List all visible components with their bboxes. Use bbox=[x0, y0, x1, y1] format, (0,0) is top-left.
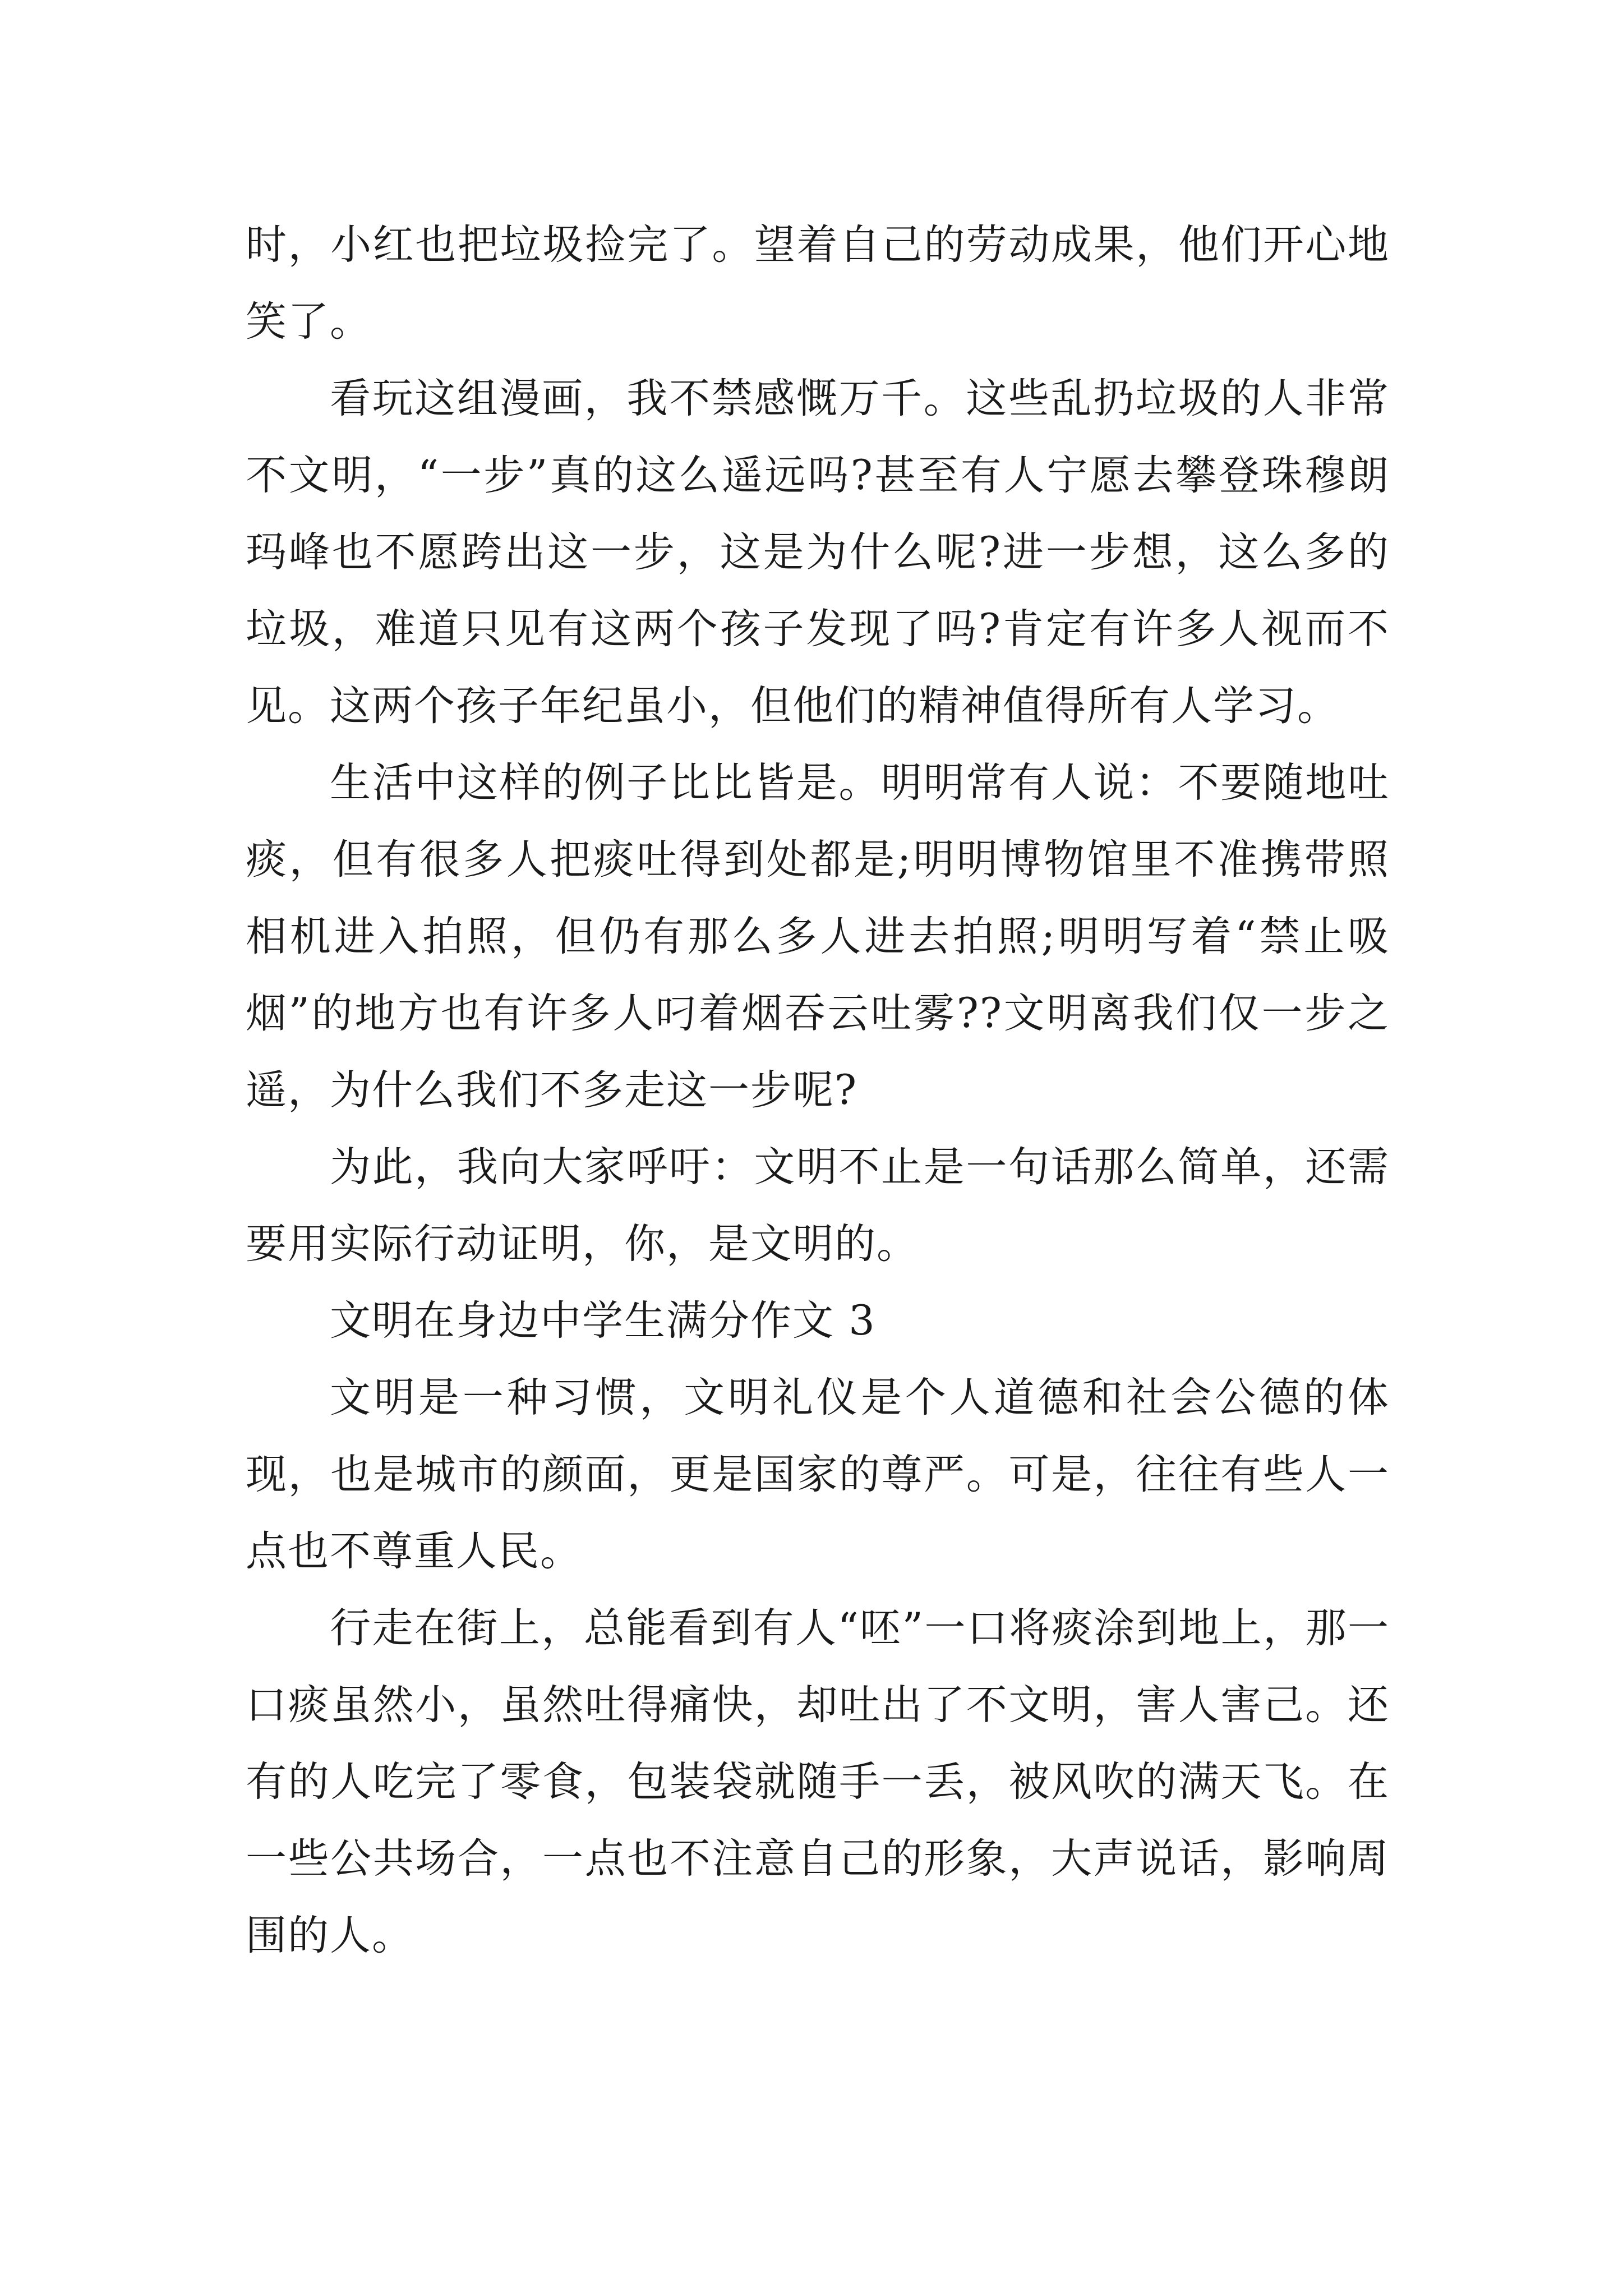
body-text bbox=[246, 206, 1390, 1974]
paragraph: 生活中这样的例子比比皆是。明明常有人说：不要随地吐痰，但有很多人把痰吐得到处都是;明明博物馆里不准携带照相机进入拍照，但仍有那么多人进去拍照;明明写着“禁止吸烟”的地方也有许多人叼着烟吞云吐雾??文明离我们仅一步之遥，为什么我们不多走这一步呢? bbox=[246, 759, 1390, 1114]
paragraph: 时，小红也把垃圾捡完了。望着自己的劳动成果，他们开心地笑了。 bbox=[246, 221, 1390, 346]
paragraph: 行走在街上，总能看到有人“呸”一口将痰涂到地上，那一口痰虽然小，虽然吐得痛快，却吐出了不文明，害人害己。还有的人吃完了零食，包装袋就随手一丢，被风吹的满天飞。在一些公共场合，一点也不注意自己的形象，大声说话，影响周围的人。 bbox=[246, 1604, 1390, 1959]
paragraph: 看玩这组漫画，我不禁感慨万千。这些乱扔垃圾的人非常不文明，“一步”真的这么遥远吗?甚至有人宁愿去攀登珠穆朗玛峰也不愿跨出这一步，这是为什么呢?进一步想，这么多的垃圾，难道只见有这两个孩子发现了吗?肯定有许多人视而不见。这两个孩子年纪虽小，但他们的精神值得所有人学习。 bbox=[246, 375, 1390, 730]
paragraph: 文明是一种习惯，文明礼仪是个人道德和社会公德的体现，也是城市的颜面，更是国家的尊严。可是，往往有些人一点也不尊重人民。 bbox=[246, 1374, 1390, 1575]
paragraph: 为此，我向大家呼吁：文明不止是一句话那么简单，还需要用实际行动证明，你，是文明的。 bbox=[246, 1143, 1390, 1268]
section-heading: 文明在身边中学生满分作文 3 bbox=[330, 1297, 876, 1345]
